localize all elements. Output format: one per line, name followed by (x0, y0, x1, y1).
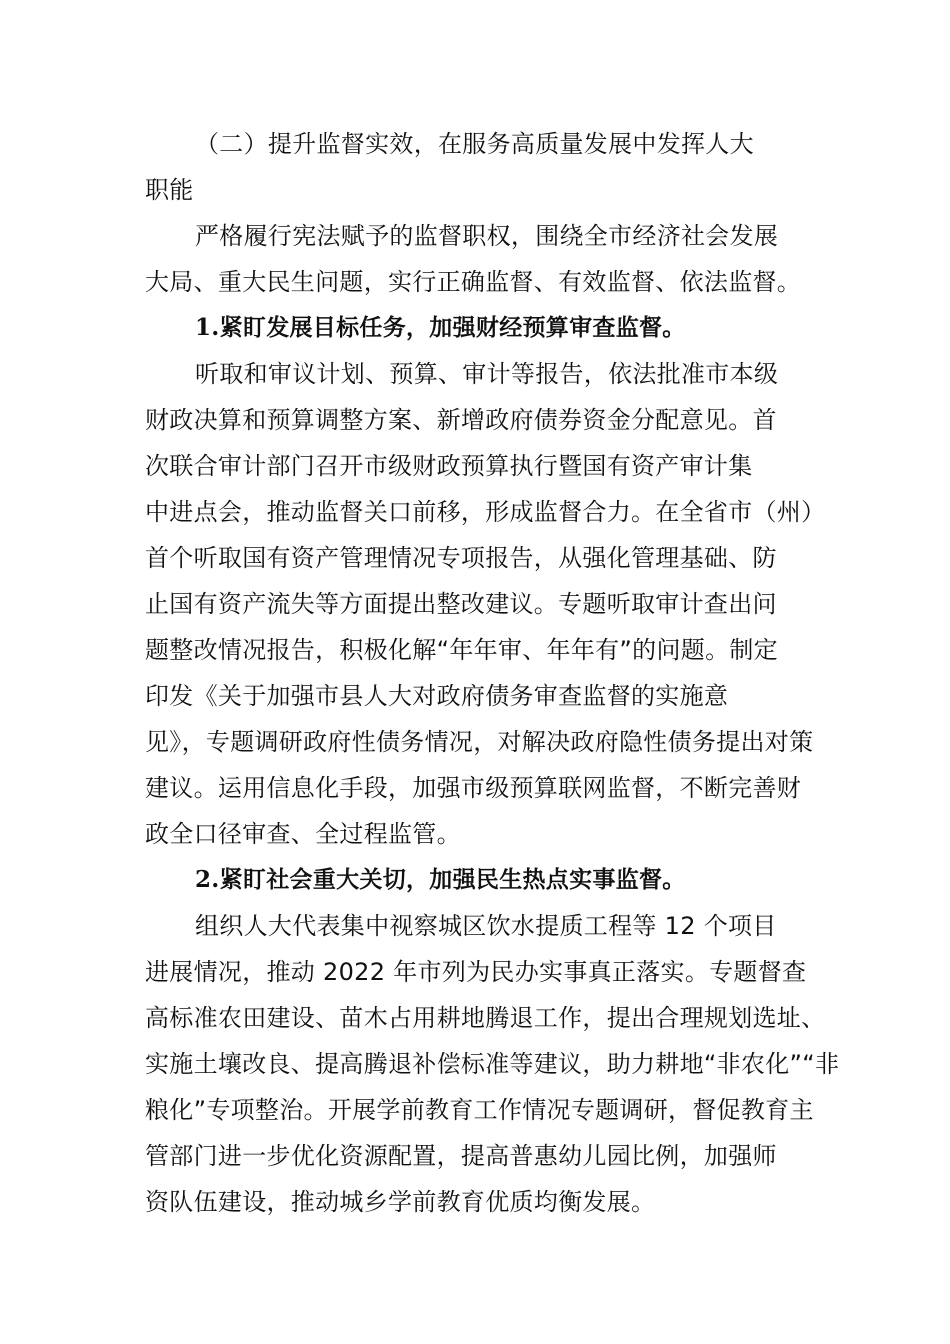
paragraph-line: 资队伍建设，推动城乡学前教育优质均衡发展。 (145, 1188, 656, 1216)
paragraph-line: 管部门进一步优化资源配置，提高普惠幼儿园比例，加强师 (145, 1142, 777, 1170)
paragraph-line: 题整改情况报告，积极化解“年年审、年年有”的问题。制定 (145, 636, 778, 664)
paragraph-line: 次联合审计部门召开市级财政预算执行暨国有资产审计集 (145, 452, 753, 480)
paragraph-line: 听取和审议计划、预算、审计等报告，依法批准市本级 (195, 360, 779, 388)
section-heading: （二）提升监督实效，在服务高质量发展中发挥人大 (195, 130, 754, 158)
paragraph-line: 首个听取国有资产管理情况专项报告，从强化管理基础、防 (145, 544, 777, 572)
paragraph-line: 进展情况，推动 2022 年市列为民办实事真正落实。专题督查 (145, 958, 807, 986)
paragraph-line: 大局、重大民生问题，实行正确监督、有效监督、依法监督。 (145, 268, 802, 296)
paragraph-line: 印发《关于加强市县人大对政府债务审查监督的实施意 (145, 682, 729, 710)
paragraph-line: 政全口径审查、全过程监管。 (145, 820, 461, 848)
paragraph-line: 严格履行宪法赋予的监督职权，围绕全市经济社会发展 (195, 222, 779, 250)
paragraph-line: 见》，专题调研政府性债务情况，对解决政府隐性债务提出对策 (145, 728, 814, 756)
paragraph-line: 建议。运用信息化手段，加强市级预算联网监督，不断完善财 (145, 774, 802, 802)
paragraph-line: 组织人大代表集中视察城区饮水提质工程等 12 个项目 (195, 912, 777, 940)
paragraph-line: 高标准农田建设、苗木占用耕地腾退工作，提出合理规划选址、 (145, 1004, 826, 1032)
paragraph-line: 财政决算和预算调整方案、新增政府债券资金分配意见。首 (145, 406, 777, 434)
paragraph-line: 中进点会，推动监督关口前移，形成监督合力。在全省市（州） (145, 498, 826, 526)
paragraph-line: 止国有资产流失等方面提出整改建议。专题听取审计查出问 (145, 590, 777, 618)
paragraph-line: 粮化”专项整治。开展学前教育工作情况专题调研，督促教育主 (145, 1096, 814, 1124)
paragraph-line: 实施土壤改良、提高腾退补偿标准等建议，助力耕地“非农化”“非 (145, 1050, 840, 1078)
section-heading-continued: 职能 (145, 176, 194, 204)
subheading-1: 1.紧盯发展目标任务，加强财经预算审查监督。 (195, 314, 686, 341)
subheading-2: 2.紧盯社会重大关切，加强民生热点实事监督。 (195, 866, 686, 893)
